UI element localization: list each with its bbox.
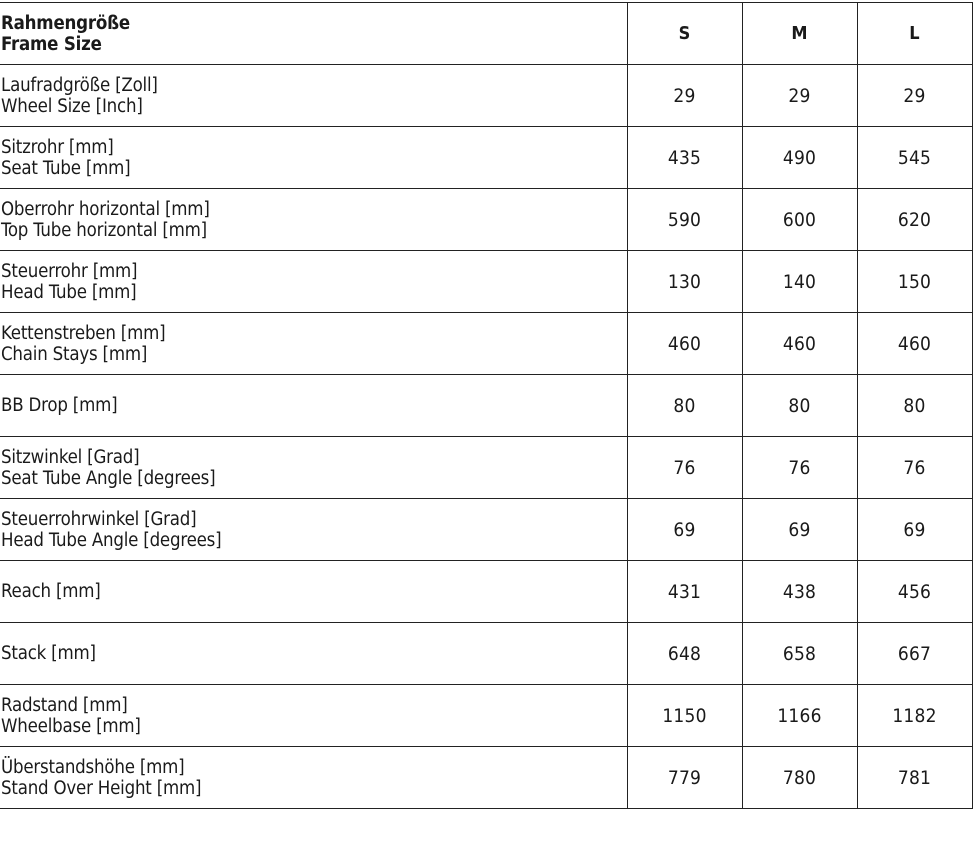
row-label-de: Sitzwinkel [Grad]	[1, 446, 140, 468]
row-label-de: Stack [mm]	[1, 643, 96, 664]
value-size-l: 781	[857, 747, 972, 809]
value-size-s: 130	[627, 251, 742, 313]
row-label-de: BB Drop [mm]	[1, 395, 118, 416]
value-size-s: 29	[627, 65, 742, 127]
row-label-en: Stand Over Height [mm]	[1, 777, 202, 799]
value-size-s: 76	[627, 437, 742, 499]
table-row	[0, 189, 972, 251]
row-label	[0, 561, 627, 623]
value-size-l: 545	[857, 127, 972, 189]
row-label-en: Head Tube [mm]	[1, 281, 137, 303]
value-size-l: 29	[857, 65, 972, 127]
value-size-m: 780	[742, 747, 857, 809]
table-row	[0, 561, 972, 623]
row-label	[0, 747, 627, 809]
value-size-m: 140	[742, 251, 857, 313]
value-size-m: 29	[742, 65, 857, 127]
row-label-de: Reach [mm]	[1, 581, 101, 602]
table-row	[0, 623, 972, 685]
table-row	[0, 313, 972, 375]
table-row	[0, 375, 972, 437]
value-size-l: 460	[857, 313, 972, 375]
value-size-m: 600	[742, 189, 857, 251]
value-size-m: 76	[742, 437, 857, 499]
row-label-en: Wheelbase [mm]	[1, 715, 141, 737]
value-size-m: 438	[742, 561, 857, 623]
row-label	[0, 251, 627, 313]
size-l-header: L	[857, 3, 972, 65]
value-size-m: 658	[742, 623, 857, 685]
row-label-en: Chain Stays [mm]	[1, 343, 148, 365]
geometry-table-body	[0, 3, 972, 809]
table-row	[0, 437, 972, 499]
row-label	[0, 127, 627, 189]
table-row	[0, 127, 972, 189]
value-size-m: 490	[742, 127, 857, 189]
value-size-s: 460	[627, 313, 742, 375]
row-label	[0, 375, 627, 437]
row-label-de: Überstandshöhe [mm]	[1, 756, 185, 778]
value-size-s: 590	[627, 189, 742, 251]
row-label-en: Top Tube horizontal [mm]	[1, 219, 207, 241]
row-label-de: Steuerrohrwinkel [Grad]	[1, 508, 197, 530]
value-size-s: 1150	[627, 685, 742, 747]
value-size-s: 80	[627, 375, 742, 437]
row-label-en: Seat Tube [mm]	[1, 157, 131, 179]
row-label	[0, 437, 627, 499]
row-label	[0, 623, 627, 685]
row-label	[0, 313, 627, 375]
table-row	[0, 499, 972, 561]
value-size-l: 76	[857, 437, 972, 499]
frame-size-label-de: Rahmengröße	[1, 12, 131, 34]
size-m-header: M	[742, 3, 857, 65]
value-size-l: 1182	[857, 685, 972, 747]
value-size-l: 620	[857, 189, 972, 251]
value-size-l: 69	[857, 499, 972, 561]
table-row	[0, 685, 972, 747]
row-label	[0, 685, 627, 747]
geometry-table	[0, 2, 973, 809]
row-label-en: Head Tube Angle [degrees]	[1, 529, 222, 551]
value-size-l: 667	[857, 623, 972, 685]
row-label-de: Oberrohr horizontal [mm]	[1, 198, 210, 220]
row-label-de: Kettenstreben [mm]	[1, 322, 166, 344]
row-label-de: Steuerrohr [mm]	[1, 260, 138, 282]
size-s-header: S	[627, 3, 742, 65]
row-label	[0, 65, 627, 127]
table-row	[0, 747, 972, 809]
value-size-s: 435	[627, 127, 742, 189]
value-size-m: 69	[742, 499, 857, 561]
table-row	[0, 251, 972, 313]
value-size-l: 150	[857, 251, 972, 313]
header-row	[0, 3, 972, 65]
value-size-m: 80	[742, 375, 857, 437]
row-label-en: Seat Tube Angle [degrees]	[1, 467, 216, 489]
row-label	[0, 189, 627, 251]
value-size-m: 1166	[742, 685, 857, 747]
row-label-de: Radstand [mm]	[1, 694, 128, 716]
value-size-m: 460	[742, 313, 857, 375]
value-size-s: 69	[627, 499, 742, 561]
table-row	[0, 65, 972, 127]
row-label-de: Sitzrohr [mm]	[1, 136, 114, 158]
row-label	[0, 499, 627, 561]
value-size-s: 431	[627, 561, 742, 623]
row-label-de: Laufradgröße [Zoll]	[1, 74, 158, 96]
frame-size-label-en: Frame Size	[1, 33, 102, 55]
row-label-en: Wheel Size [Inch]	[1, 95, 143, 117]
value-size-s: 779	[627, 747, 742, 809]
value-size-l: 80	[857, 375, 972, 437]
frame-size-header	[0, 3, 627, 65]
value-size-s: 648	[627, 623, 742, 685]
value-size-l: 456	[857, 561, 972, 623]
